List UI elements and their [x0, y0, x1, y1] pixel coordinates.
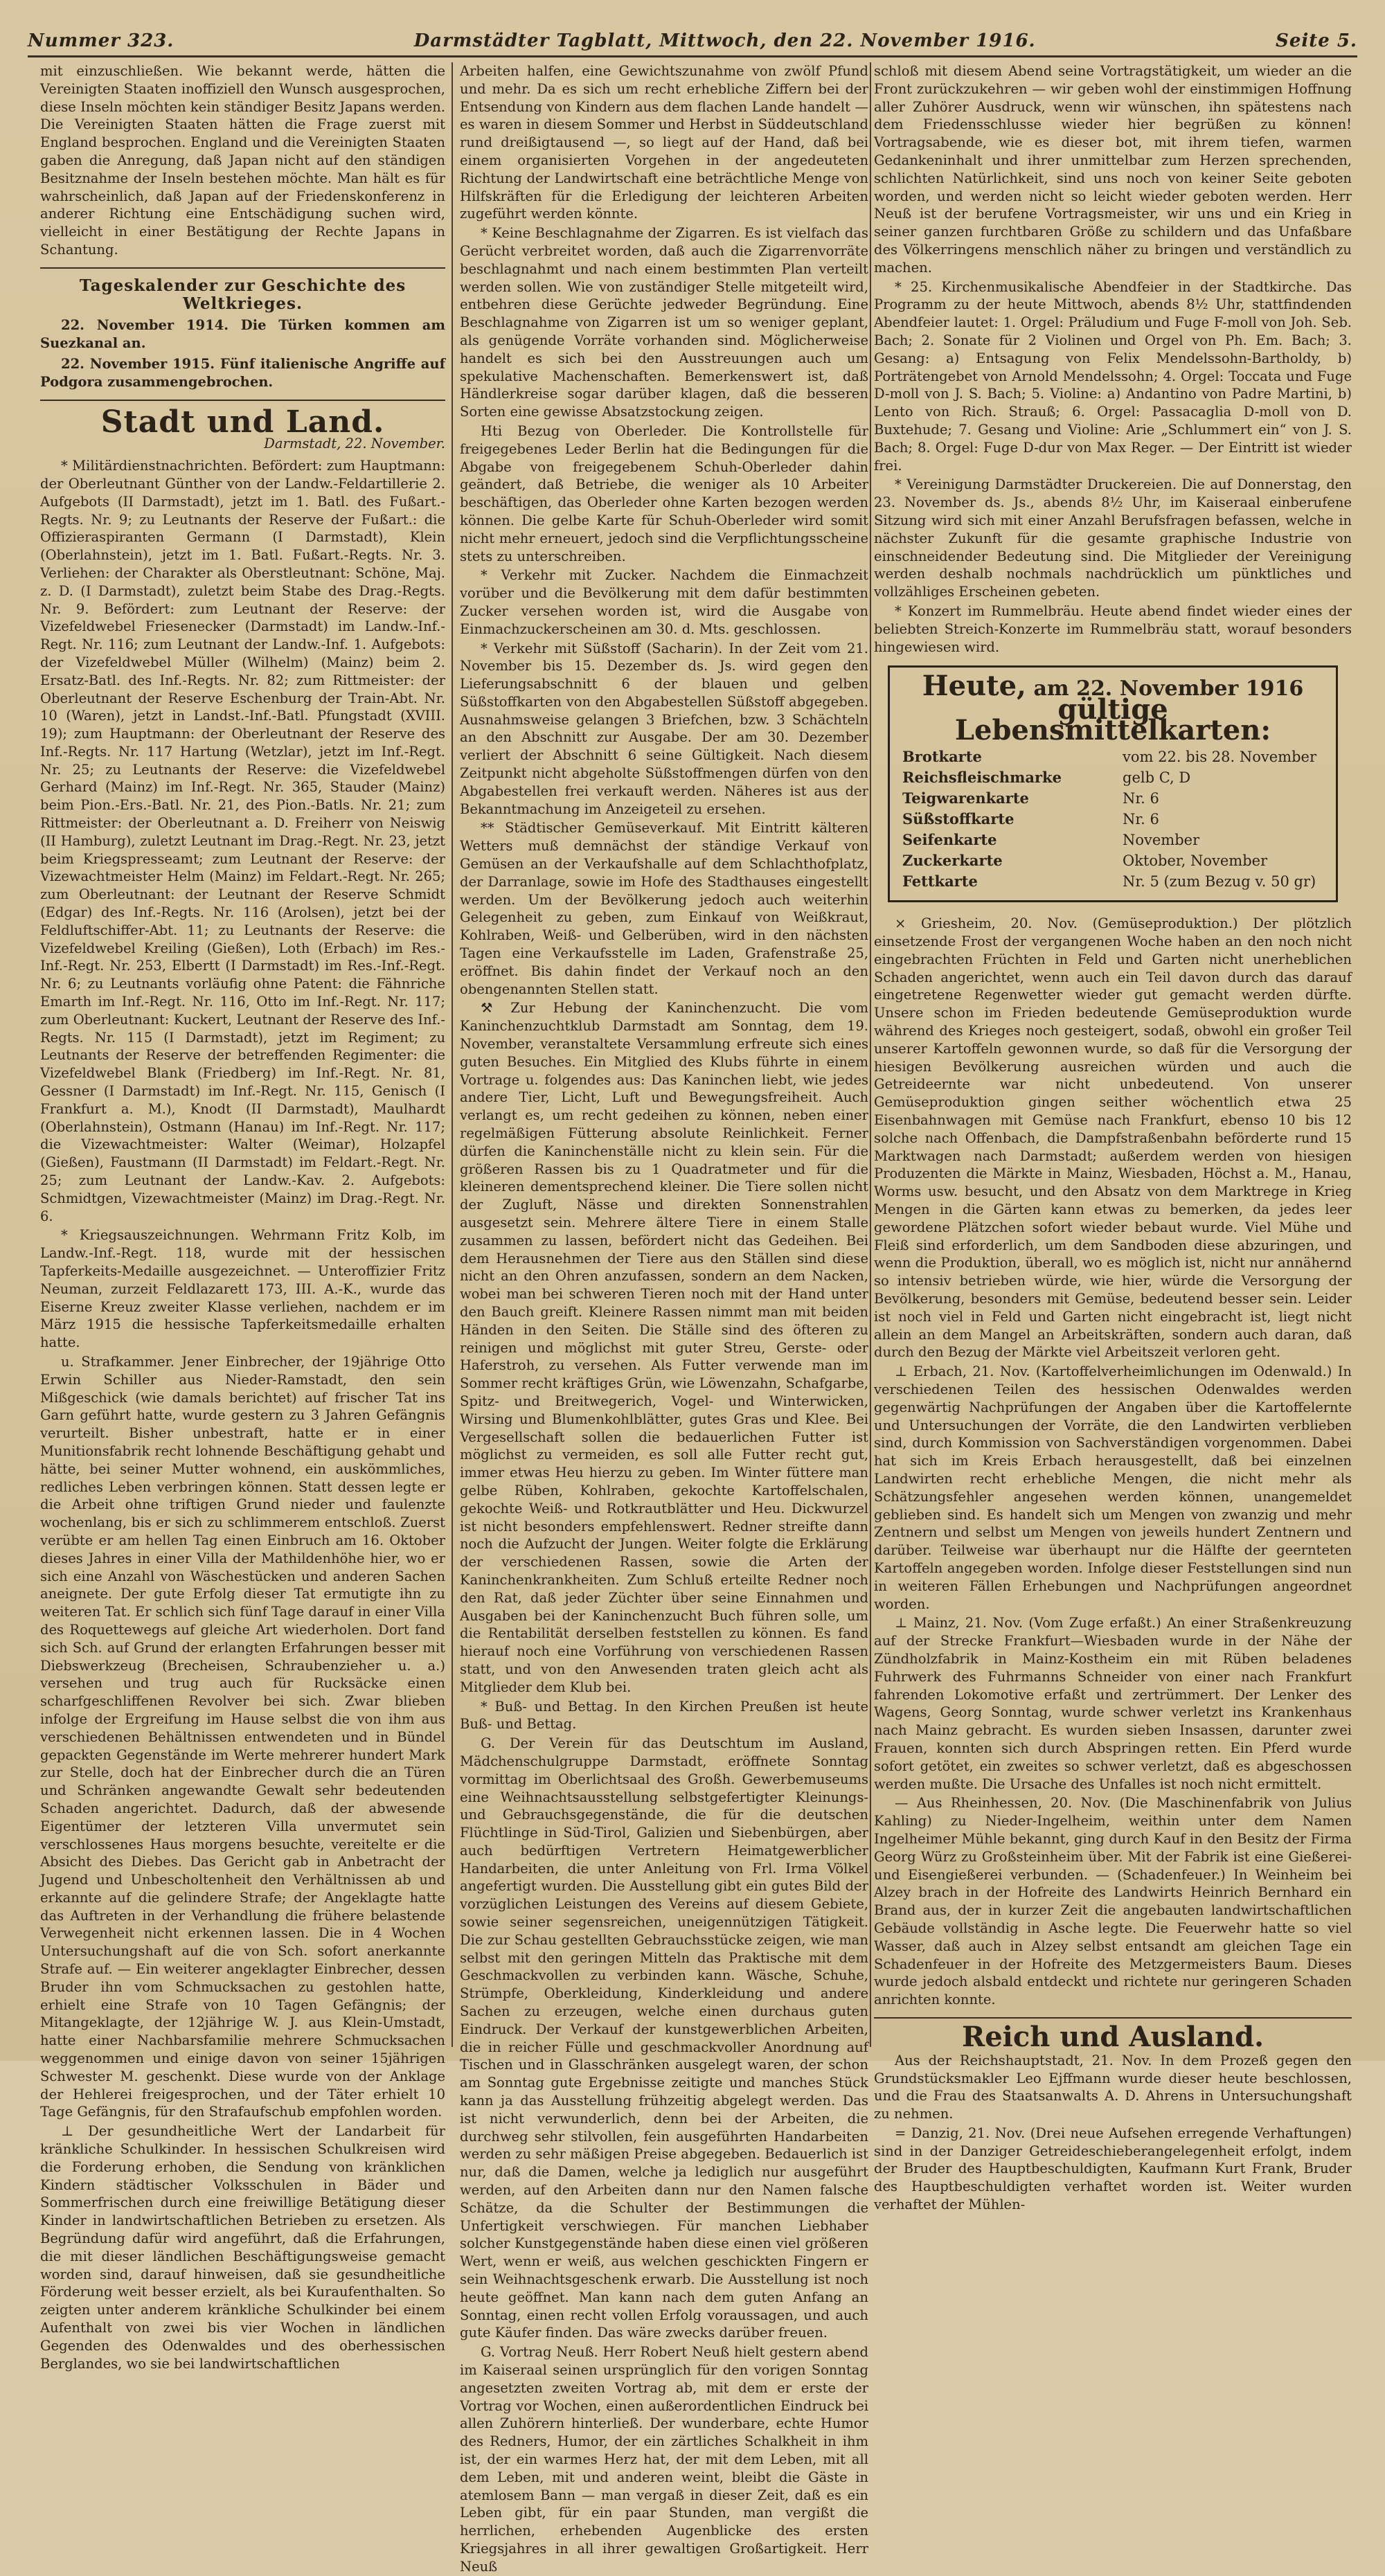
- ration-box-subtitle: gültige Lebensmittelkarten:: [954, 693, 1271, 747]
- ration-card-value: gelb C, D: [1123, 769, 1191, 787]
- issue-number: Nummer 323.: [28, 30, 175, 51]
- calendar-entry: 22. November 1915. Fünf italienische Angriffe auf Podgora zusammengebrochen.: [40, 355, 445, 390]
- divider: [40, 400, 445, 401]
- article-text: * Buß- und Bettag. In den Kirchen Preußen ist heute Buß- und Bettag.: [460, 1698, 868, 1733]
- column-divider-1: [452, 62, 453, 2047]
- ration-card-box: [888, 665, 1338, 902]
- ration-card-name: Teigwarenkarte: [902, 789, 1029, 807]
- article-text: * Kriegsauszeichnungen. Wehrmann Fritz Kolb, im Landw.-Inf.-Regt. 118, wurde mit der hessischen Tapferkeits-Medaille ausgezeichnet. — Unteroffizier Fritz Neuman, zurzeit Feldlazarett 173, III. A.-K., wurde das Eiserne Kreuz zweiter Klasse verliehen, nachdem er im März 1915 die hessische Tapferkeitsmedaille erhalten hatte.: [40, 1227, 445, 1351]
- ration-card-name: Fettkarte: [902, 873, 978, 891]
- ration-card-value: vom 22. bis 28. November: [1123, 749, 1316, 766]
- ration-row: [902, 830, 1323, 850]
- ration-row: [902, 788, 1323, 809]
- divider: [40, 267, 445, 269]
- ration-card-value: Oktober, November: [1123, 852, 1268, 870]
- page-number: Seite 5.: [1276, 30, 1357, 51]
- article-text: Arbeiten halfen, eine Gewichtszunahme von zwölf Pfund und mehr. Da es sich um recht erhebliche Ziffern bei der Entsendung von Kindern aus dem flachen Lande handelt — es waren in diesem Sommer und Herbst in Süddeutschland rund dreißigtausend —, so liegt auf der Hand, daß bei einem organisierten Vorgehen in der angedeuteten Richtung der Landwirtschaft eine beträchtliche Menge von Hilfskräften für die Erledigung der leichteren Arbeiten zugeführt werden könnte.: [460, 63, 868, 222]
- ration-row: [902, 767, 1323, 788]
- ration-row: [902, 850, 1323, 871]
- ration-box-heute: Heute,: [922, 670, 1026, 703]
- article-text: * Konzert im Rummelbräu. Heute abend findet wieder eines der beliebten Streich-Konzerte im Rummelbräu statt, worauf besonders hingewiesen wird.: [874, 602, 1352, 655]
- column-divider-2: [870, 62, 871, 2047]
- article-text: Aus der Reichshauptstadt, 21. Nov. In dem Prozeß gegen den Grundstücksmakler Leo Ejffmann wurde dieser heute beschlossen, und die Frau des Staatsanwalts A. D. Ahrens in Untersuchungshaft zu nehmen.: [874, 2052, 1352, 2122]
- section-heading: Reich und Ausland.: [961, 2020, 1265, 2053]
- article-text: * Keine Beschlagnahme der Zigarren. Es ist vielfach das Gerücht verbreitet worden, daß auch die Zigarrenvorräte beschlagnahmt und nach einem bestimmten Plan verteilt werden sollen. Wie von zuständiger Stelle mitgeteilt wird, entbehren diese Gerüchte jedweder Begründung. Eine Beschlagnahme von Zigarren ist um so weniger geplant, als genügende Vorräte vorhanden sind. Möglicherweise handelt es sich bei den Ausstreuungen auch um spekulative Machenschaften. Bemerkenswert ist, daß Händlerkreise sogar darüber klagen, daß die besseren Sorten eine gewisse Absatzstockung zeigen.: [460, 225, 868, 420]
- ration-card-name: Reichsfleischmarke: [902, 769, 1062, 787]
- ration-card-name: Süßstoffkarte: [902, 810, 1015, 828]
- article-text: ⊥ Erbach, 21. Nov. (Kartoffelverheimlichungen im Odenwald.) In verschiedenen Teilen des hessischen Odenwaldes werden gegenwärtig Nachprüfungen der Angaben über die Kartoffelernte und Untersuchungen der Vorräte, die den Landwirten verblieben sind, durch Kommission von Sachverständigen vorgenommen. Dabei hat sich im Kreis Erbach herausgestellt, daß bei einzelnen Landwirten recht erhebliche Mengen, die nicht mehr als Schätzungsfehler angesehen werden können, unangemeldet geblieben sind. Es handelt sich um Mengen von zwanzig und mehr Zentnern und selbst um Mengen von jeweils hundert Zentnern und darüber. Teilweise war überhaupt nur die Hälfte der geernteten Kartoffeln angegeben worden. Infolge dieser Feststellungen sind nun in weiteren Fällen Erhebungen und Nachprüfungen angeordnet worden.: [874, 1363, 1352, 1612]
- header-rule: [28, 55, 1357, 57]
- article-text: * 25. Kirchenmusikalische Abendfeier in der Stadtkirche. Das Programm zu der heute Mittwoch, abends 8½ Uhr, stattfindenden Abendfeier lautet: 1. Orgel: Präludium und Fuge F-moll von Joh. Seb. Bach; 2. Sonate für 2 Violinen und Orgel von Ph. Em. Bach; 3. Gesang: a) Entsagung von Felix Mendelssohn-Bartholdy, b) Porträtengebet von Arnold Mendelssohn; 4. Orgel: Toccata und Fuge D-moll von J. S. Bach; 5. Violine: a) Andantino von Padre Martini, b) Lento von Rich. Strauß; 6. Orgel: Passacaglia D-moll von D. Buxtehude; 7. Gesang und Violine: Arie „Schlummert ein“ von J. S. Bach; 8. Orgel: Fuge D-dur von Max Reger. — Der Eintritt ist wieder frei.: [874, 278, 1352, 474]
- ration-card-name: Seifenkarte: [902, 831, 997, 849]
- ration-card-value: Nr. 5 (zum Bezug v. 50 gr): [1123, 873, 1316, 891]
- column-2: [460, 62, 868, 2575]
- calendar-entry: 22. November 1914. Die Türken kommen am Suezkanal an.: [40, 317, 445, 352]
- calendar-heading: Tageskalender zur Geschichte des Weltkrieges.: [79, 276, 406, 313]
- ration-card-value: Nr. 6: [1123, 790, 1159, 807]
- article-text: G. Vortrag Neuß. Herr Robert Neuß hielt gestern abend im Kaiseraal seinen ursprünglich für den vorigen Sonntag angesetzten zweiten Vortrag ab, mit dem er erste der Vortrag vor Wochen, einen außerordentlichen Eindruck bei allen Zuhörern hinterließ. Der wunderbare, echte Humor des Redners, Humor, der ein zärtliches Schalkheit in ihm ist, der ein warmes Herz hat, der mit dem Leben, mit all dem Leben, mit und anderen weint, bleibt die Gäste in atemlosem Bann — man vergaß in dieser Zeit, daß es ein Leben gibt, für ein paar Stunden, man vergißt die herrlichen, erhebenden Augenblicke des ersten Kriegsjahres in all ihrer gewaltigen Großartigkeit. Herr Neuß: [460, 2344, 868, 2575]
- article-text: Hti Bezug von Oberleder. Die Kontrollstelle für freigegebenes Leder Berlin hat die Bedingungen für die Abgabe von freigegebenem Schuh-Oberleder dahin geändert, daß Betriebe, die weniger als 10 Arbeiter beschäftigen, das Oberleder ohne Karten bezogen werden können. Die gelbe Karte für Schuh-Oberleder wird somit nicht mehr erneuert, jedoch sind die Verpflichtungsscheine stets zu unterschreiben.: [460, 422, 868, 564]
- article-text: ** Städtischer Gemüseverkauf. Mit Eintritt kälteren Wetters muß demnächst der ständige Verkauf von Gemüsen an der Verkaufshalle auf dem Schlachthofplatz, der Darranlage, sowie im Hofe des Stadthauses eingestellt werden. Um der Bevölkerung jedoch auch weiterhin Gelegenheit zu geben, zum Einkauf von Weißkraut, Kohlraben, Weiß- und Gelberüben, wird in den nächsten Tagen eine Verkaufsstelle im Laden, Grafenstraße 25, eröffnet. Bis dahin findet der Verkauf noch an den obengenannten Stellen statt.: [460, 820, 868, 997]
- ration-row: [902, 871, 1323, 892]
- dateline: Darmstadt, 22. November.: [264, 436, 445, 452]
- ration-card-name: Brotkarte: [902, 748, 982, 766]
- article-text: * Vereinigung Darmstädter Druckereien. Die auf Donnerstag, den 23. November ds. Js., abends 8½ Uhr, im Kaiseraal einberufene Sitzung wird sich mit einer Anzahl Berufsfragen befassen, welche in nächster Zukunft für die gesamte graphische Industrie von einschneidender Bedeutung sind. Die Mitglieder der Vereinigung werden deshalb nochmals nachdrücklich um pünktliches und vollzähliges Erscheinen gebeten.: [874, 476, 1352, 600]
- column-1: [40, 62, 445, 2372]
- ration-card-value: November: [1123, 832, 1200, 849]
- article-text: = Danzig, 21. Nov. (Drei neue Aufsehen erregende Verhaftungen) sind in der Danziger Getreideschieberangelegenheit erfolgt, indem der Bruder des Hauptbeschuldigten, Kaufmann Kurt Frank, Bruder des Hauptbeschuldigten verhaftet worden ist. Weiter wurden verhaftet der Mühlen-: [874, 2125, 1352, 2213]
- article-text: u. Strafkammer. Jener Einbrecher, der 19jährige Otto Erwin Schiller aus Nieder-Ramstadt, den sein Mißgeschick (wie damals berichtet) auf frischer Tat ins Garn geführt hatte, wurde gestern zu 3 Jahren Gefängnis verurteilt. Bisher unbestraft, hatte er in einer Munitionsfabrik recht lohnende Beschäftigung gehabt und hätte, bei seiner Mutter wohnend, ein auskömmliches, redliches Leben verbringen können. Statt dessen legte er die Arbeit ohne triftigen Grund nieder und faulenzte wochenlang, bis er sich zu schlimmerem entschloß. Zuerst verübte er am hellen Tag einen Einbruch am 16. Oktober dieses Jahres in einer Villa der Mathildenhöhe hier, wo er sich eine Anzahl von Wäschestücken und anderen Sachen aneignete. Der gute Erfolg dieser Tat ermutigte ihn zu weiteren Tat. Er schlich sich fünf Tage darauf in einer Villa des Roquettewegs auf gleiche Art wiederholen. Dort fand sich Sch. auf Grund der erlangten Erfahrungen besser mit Diebswerkzeug (Brecheisen, Schraubenzieher u. a.) versehen und trug auch für Rucksäcke einen scharfgeschliffenen Revolver bei sich. Zwar blieben infolge der Ergreifung im Hause selbst die von ihm aus verschiedenen Behältnissen entwendeten und in Bündel gepackten Gegenstände im Werte mehrerer hundert Mark zur Stelle, doch hat der Einbrecher durch die an Türen und Schränken angewandte Gewalt sehr bedeutenden Schaden angerichtet. Dadurch, daß der abwesende Eigentümer der letzteren Villa unvermutet sein verschlossenes Haus morgens besuchte, vereitelte er die Absicht des Diebes. Das Gericht gab in Anbetracht der Jugend und Unbescholtenheit den Verhältnissen ab und erkannte auf die gelindere Strafe; der Angeklagte hatte das Auftreten in der Verhandlung die frühere belastende Verwegenheit nicht erkennen lassen. Die in 4 Wochen Untersuchungshaft auf die von Sch. sofort anerkannte Strafe auf. — Ein weiterer angeklagter Einbrecher, dessen Bruder ihn vom Schmucksachen zu gestohlen hatte, erhielt eine Strafe von 10 Tagen Gefängnis; der Mitangeklagte, der 12jährige W. J. aus Klein-Umstadt, hatte einer Nachbarsfamilie mehrere Schmucksachen weggenommen und einige davon von seiner 15jährigen Schwester M. geschenkt. Diese wurde von der Anklage der Hehlerei freigesprochen, und der Täter erhielt 10 Tage Gefängnis, für den Strafaufschub empfohlen worden.: [40, 1353, 445, 2120]
- ration-card-value: Nr. 6: [1123, 811, 1159, 828]
- article-text: ⊥ Mainz, 21. Nov. (Vom Zuge erfaßt.) An einer Straßenkreuzung auf der Strecke Frankfurt—Wiesbaden wurde in der Nähe der Zündholzfabrik in Mainz-Kostheim ein mit Rüben beladenes Fuhrwerk des Fuhrmanns Schneider von einer nach Frankfurt fahrenden Lokomotive erfaßt und zertrümmert. Der Lenker des Wagens, Georg Sonntag, wurde schwer verletzt ins Krankenhaus nach Mainz gebracht. Es wurden sieben Insassen, darunter zwei Frauen, konnten sich durch Abspringen retten. Ein Pferd wurde sofort getötet, ein zweites so schwer verletzt, daß es abgeschossen werden mußte. Die Ursache des Unfalles ist noch nicht ermittelt.: [874, 1615, 1352, 1792]
- article-text: — Aus Rheinhessen, 20. Nov. (Die Maschinenfabrik von Julius Kahling) zu Nieder-Ingelheim, weithin unter dem Namen Ingelheimer Mühle bekannt, ging durch Kauf in den Besitz der Firma Georg Würz zu Großsteinheim über. Mit der Fabrik ist eine Gießerei- und Eisengießerei verbunden. — (Schadenfeuer.) In Weinheim bei Alzey brach in der Hofreite des Landwirts Heinrich Bernhard ein Brand aus, der in kurzer Zeit die angebauten landwirtschaftlichen Gebäude vollständig in Asche legte. Die Feuerwehr hatte so viel Wasser, daß auch in Alzey selbst entsandt am gleichen Tage ein Schadenfeuer in der Hofreite des Metzgermeisters Baum. Dieses wurde jedoch alsbald entdeckt und richtete nur geringeren Schaden anrichten konnte.: [874, 1795, 1352, 2008]
- article-text: mit einzuschließen. Wie bekannt werde, hätten die Vereinigten Staaten inoffiziell den Wunsch ausgesprochen, diese Inseln möchten kein ständiger Besitz Japans werden. Die Vereinigten Staaten hätten die Frage zuerst mit England besprochen. England und die Vereinigten Staaten gaben die Anregung, daß Japan nicht auf den ständigen Besitznahme der Inseln bestehen möchte. Man hält es für wahrscheinlich, daß Japan auf der Friedenskonferenz in anderer Richtung eine Entschädigung suchen wird, vielleicht in einer Bestätigung der Rechte Japans in Schantung.: [40, 63, 445, 258]
- article-text: schloß mit diesem Abend seine Vortragstätigkeit, um wieder an die Front zurückzukehren — wir geben wohl der einstimmigen Hoffnung aller Zuhörer Ausdruck, wenn wir wünschen, ihn spätestens nach dem Friedensschlusse wieder hier begrüßen zu können! Vortragsabende, wie es dieser bot, mit ihrem tiefen, warmen Gedankeninhalt und ihrer unmittelbar zum Herzen sprechenden, schlichten Natürlichkeit, sind uns noch von keiner Seite geboten worden, und werden nicht so leicht wieder geboten werden. Herr Neuß ist der berufene Vortragsmeister, wir uns und ein Krieg in seiner ganzen furchtbaren Größe zu schildern und das Unfaßbare des Völkerringens menschlich näher zu bringen und verständlich zu machen.: [874, 63, 1352, 276]
- section-heading: Stadt und Land.: [100, 404, 385, 440]
- ration-row: [902, 809, 1323, 830]
- article-text: × Griesheim, 20. Nov. (Gemüseproduktion.) Der plötzlich einsetzende Frost der vergangenen Woche haben an den noch nicht eingebrachten Früchten in Feld und Garten nicht unerheblichen Schaden angerichtet, wenn auch ein Teil davon durch das darauf eingetretene Regenwetter wieder gut gemacht werden dürfte. Unsere schon im Frieden bedeutende Gemüseproduktion wurde während des Krieges noch gesteigert, sodaß, obwohl ein großer Teil unserer Kartoffeln gewonnen wurde, so daß für die Versorgung der hiesigen Bevölkerung ausreichen würden und auch die Getreideernte war nicht unbedeutend. Von unserer Gemüseproduktion gingen seither wöchentlich etwa 25 Eisenbahnwagen mit Gemüse nach Frankfurt, ebenso 10 bis 12 solche nach Offenbach, die Dampfstraßenbahn beförderte rund 15 Marktwagen nach Darmstadt; außerdem werden von hiesigen Produzenten die Märkte in Mainz, Wiesbaden, Höchst a. M., Hanau, Worms usw. besucht, und den Absatz von dem Marktrege in Krieg Mengen in die Gärten kann etwas zu bemerken, da jedes leer gewordene Plätzchen sofort wieder bebaut wurde. Viel Mühe und Fleiß sind erforderlich, um dem Sandboden diese abzuringen, und wenn die Produktion, überall, wo es möglich ist, nicht nur annähernd so intensiv betrieben würde, wie hier, würde die Versorgung der Bevölkerung, besonders mit Gemüse, bedeutend besser sein. Leider ist noch viel in Feld und Garten nicht eingebracht ist, liegt nicht allein an dem Mangel an Arbeitskräften, sondern auch daran, daß durch den Bezug der Märkte viel Arbeitszeit verloren geht.: [874, 915, 1352, 1361]
- ration-card-name: Zuckerkarte: [902, 852, 1003, 870]
- article-text: G. Der Verein für das Deutschtum im Ausland, Mädchenschulgruppe Darmstadt, eröffnete Sonntag vormittag im Oberlichtsaal des Großh. Gewerbemuseums eine Weihnachtsausstellung selbstgefertigter Kleinungs- und Gebrauchsgegenstände, die für die deutschen Flüchtlinge in Süd-Tirol, Galizien und Siebenbürgen, aber auch bedürftigen Vertretern Heimatgewerblicher Handarbeiten, die unter Anleitung von Frl. Irma Völkel angefertigt wurden. Die Ausstellung gibt ein gutes Bild der vorzüglichen Leistungen des Vereins auf diesem Gebiete, sowie seiner segensreichen, uneigennützigen Tätigkeit. Die zur Schau gestellten Gebrauchsstücke zeigen, wie man selbst mit den geringen Mitteln das Praktische mit dem Geschmackvollen zu verbinden kann. Wäsche, Schuhe, Strümpfe, Oberkleidung, Kinderkleidung und andere Sachen zu erzeugen, welche einen durchaus guten Eindruck. Der Verkauf der kunstgewerblichen Arbeiten, die in reicher Fülle und geschmackvoller Anordnung auf Tischen und in Glasschränken ausgelegt waren, der schon am Sonntag gute Ergebnisse zeitigte und manches Stück kann ja das Ausstellung frühzeitig abgelegt werden. Das ist nicht verwunderlich, denn bei der Arbeiten, die durchweg sehr stilvollen, fein ausgeführten Handarbeiten werden zu sehr mäßigen Preise abgegeben. Bedauerlich ist nur, daß die Damen, welche ja lediglich nur ausgeführt werden, auf den Arbeiten dann nur den Namen falsche Schätze, da die Schulter der Bestimmungen die Unfertigkeit verschwiegen. Für manchen Liebhaber solcher Kunstgegenstände haben diese einen viel größeren Wert, wenn er weiß, aus welchen geschickten Fingern er sein Weihnachtsgeschenk erwarb. Die Ausstellung ist noch heute geöffnet. Man kann nach dem guten Anfang an Sonntag, einen recht vollen Erfolg voraussagen, und auch gute Käufer finden. Das wäre zwecks darüber freuen.: [460, 1735, 868, 2341]
- article-text: * Militärdienstnachrichten. Befördert: zum Hauptmann: der Oberleutnant Günther von der Landw.-Feldartillerie 2. Aufgebots (II Darmstadt), jetzt im 1. Batl. des Fußart.-Regts. Nr. 9; zu Leutnants der Reserve der Fußart.: die Offizieraspiranten Germann (I Darmstadt), Klein (Oberlahnstein), jetzt im 1. Batl. Fußart.-Regts. Nr. 3. Verliehen: der Charakter als Oberstleutnant: Schöne, Maj. z. D. (I Darmstadt), zuletzt beim Stabe des Drag.-Regts. Nr. 9. Befördert: zum Leutnant der Reserve: der Vizefeldwebel Friesenecker (Darmstadt) im Landw.-Inf.-Regt. Nr. 116; zum Leutnant der Landw.-Inf. 1. Aufgebots: der Vizefeldwebel Müller (Wilhelm) (Mainz) beim 2. Ersatz-Batl. des Inf.-Regts. Nr. 82; zum Rittmeister: der Oberleutnant der Reserve Eschenburg der Train-Abt. Nr. 10 (Waren), jetzt in Landst.-Inf.-Batl. Pfungstadt (XVIII. 19); zum Hauptmann: der Oberleutnant der Reserve des Inf.-Regts. Nr. 117 Hartung (Wetzlar), jetzt im Inf.-Regt. Nr. 25; zu Leutnants der Reserve: die Vizefeldwebel Gerhard (Mainz) im Inf.-Regt. Nr. 365, Stauder (Mainz) beim Pion.-Ers.-Batl. Nr. 21, des Pion.-Batls. Nr. 21; zum Rittmeister: der Oberleutnant a. D. Freiherr von Neiswig (II Hamburg), zuletzt Leutnant im Drag.-Regt. Nr. 23, jetzt beim Kriegspresseamt; zum Leutnant der Reserve: der Vizewachtmeister Helm (Mainz) im Feldart.-Regt. Nr. 265; zum Oberleutnant: der Leutnant der Reserve Schmidt (Edgar) des Inf.-Regts. Nr. 116 (Arolsen), jetzt bei der Feldluftschiffer-Abt. 11; zu Leutnants der Reserve: die Vizefeldwebel Kreiling (Gießen), Loth (Erbach) im Res.-Inf.-Regt. Nr. 253, Elbertt (I Darmstadt) im Res.-Inf.-Regt. Nr. 6; zu Leutnants vorläufig ohne Patent: die Fähnriche Emarth im Inf.-Regt. Nr. 116, Otto im Inf.-Regt. Nr. 117; zum Oberleutnant: Kuckert, Leutnant der Reserve des Inf.-Regts. Nr. 115 (I Darmstadt), jetzt im Regiment; zu Leutnants der Reserve der betreffenden Regimenter: die Vizefeldwebel Blank (Friedberg) im Inf.-Regt. Nr. 81, Gessner (I Darmstadt) im Inf.-Regt. Nr. 115, Genisch (I Frankfurt a. M.), Knodt (II Darmstadt), Maulhardt (Oberlahnstein), Ostmann (Hanau) im Inf.-Regt. Nr. 117; die Vizewachtmeister: Walter (Weimar), Holzapfel (Gießen), Faustmann (II Darmstadt) im Feldart.-Regt. Nr. 25; zum Leutnant der Landw.-Kav. 2. Aufgebots: Schmidtgen, Vizewachtmeister (Mainz) im Drag.-Regt. Nr. 6.: [40, 458, 445, 1224]
- ration-box-date: am 22. November 1916: [1033, 677, 1304, 701]
- ration-row: [902, 746, 1323, 767]
- column-3: [874, 62, 1352, 2213]
- divider: [874, 2017, 1352, 2019]
- article-text: ⊥ Der gesundheitliche Wert der Landarbeit für kränkliche Schulkinder. In hessischen Schulkreisen wird die Forderung erhoben, die Sendung von kränklichen Kindern städtischer Volksschulen in Bäder und Sommerfrischen durch eine freiwillige Betätigung dieser Kinder in landwirtschaftlichen Betrieben zu ersetzen. Als Begründung dafür wird angeführt, daß die Erfahrungen, die mit dieser ländlichen Beschäftigungsweise gemacht worden sind, darauf hinweisen, daß sie gesundheitliche Förderung weit besser erzielt, als bei Kuraufenthalten. So zeigten unter anderem kränkliche Schulkinder bei einem Aufenthalt von zwei bis vier Wochen in ländlichen Gegenden des Odenwaldes und des oberhessischen Berglandes, wo sie bei landwirtschaftlichen: [40, 2123, 445, 2372]
- article-text: ⚒ Zur Hebung der Kaninchenzucht. Die vom Kaninchenzuchtklub Darmstadt am Sonntag, dem 19. November, veranstaltete Versammlung erfreute sich eines guten Besuches. Ein Mitglied des Klubs führte in einem Vortrage u. folgendes aus: Das Kaninchen liebt, wie jedes andere Tier, Licht, Luft und Bewegungsfreiheit. Auch verlangt es, um recht gedeihen zu können, neben einer regelmäßigen Fütterung absolute Reinlichkeit. Ferner dürfen die Kaninchenställe nicht zu klein sein. Für die größeren Rassen bis zu 1 Quadratmeter und für die kleineren dementsprechend kleiner. Die Tiere sollen nicht der Zugluft, Nässe und direkten Sonnenstrahlen ausgesetzt sein. Mehrere ältere Tiere in einem Stalle zusammen zu lassen, befördert nicht das Gedeihen. Bei dem Herausnehmen der Tiere aus den Ställen sind diese nicht an den Ohren anzufassen, sondern an dem Nacken, wobei man bei schweren Tieren noch mit der Hand unter den Bauch greift. Kleinere Rassen nimmt man mit beiden Händen in den Seiten. Die Ställe sind des öfteren zu reinigen und möglichst mit guter Streu, Gerste- oder Haferstroh, zu versehen. Als Futter verwende man im Sommer recht kräftiges Grün, wie Löwenzahn, Schafgarbe, Spitz- und Breitwegerich, Vogel- und Winterwicken, Wirsing und Blumenkohlblätter, gutes Gras und Klee. Bei Vergesellschaft sollen die bedauerlichen Futter ist möglichst zu vermeiden, es soll alle Futter recht gut, immer etwas Heu hierzu zu geben. Im Winter füttere man gelbe Rüben, Kohlraben, gekochte Kartoffelschalen, gekochte Weiß- und Rotkrautblätter und Heu. Dickwurzel ist nicht besonders empfehlenswert. Redner streifte dann noch die Aufzucht der Jungen. Weiter folgte die Erklärung der verschiedenen Rassen, sowie die Arten der Kaninchenkrankheiten. Zum Schluß erteilte Redner noch den Rat, daß jeder Züchter über seine Einnahmen und Ausgaben bei der Kaninchenzucht Buch führen solle, um die Rentabilität derselben feststellen zu können. Es fand hierauf noch eine Vorführung von verschiedenen Rassen statt, und von den Anwesenden traten gleich acht als Mitglieder dem Klub bei.: [460, 1000, 868, 1695]
- article-text: * Verkehr mit Süßstoff (Sacharin). In der Zeit vom 21. November bis 15. Dezember ds. Js. wird gegen den Lieferungsabschnitt 6 der blauen und gelben Süßstoffkarten von den Abgabestellen Süßstoff abgegeben. Ausnahmsweise gelangen 3 Briefchen, bzw. 3 Schächteln an den Abschnitt zur Ausgabe. Der am 30. Dezember verliert der Abschnitt 6 seine Gültigkeit. Nach diesem Zeitpunkt nicht abgeholte Süßstoffmengen dürfen von den Abgabestellen frei verkauft werden. Näheres ist aus der Bekanntmachung im Anzeigeteil zu ersehen.: [460, 640, 868, 817]
- masthead-line: Darmstädter Tagblatt, Mittwoch, den 22. November 1916.: [413, 30, 1036, 51]
- article-text: * Verkehr mit Zucker. Nachdem die Einmachzeit vorüber und die Bevölkerung mit dem dafür bestimmten Zucker versehen worden ist, wird die Ausgabe von Einmachzuckerscheinen am 30. d. Mts. geschlossen.: [460, 567, 868, 637]
- page-header: [28, 28, 1357, 54]
